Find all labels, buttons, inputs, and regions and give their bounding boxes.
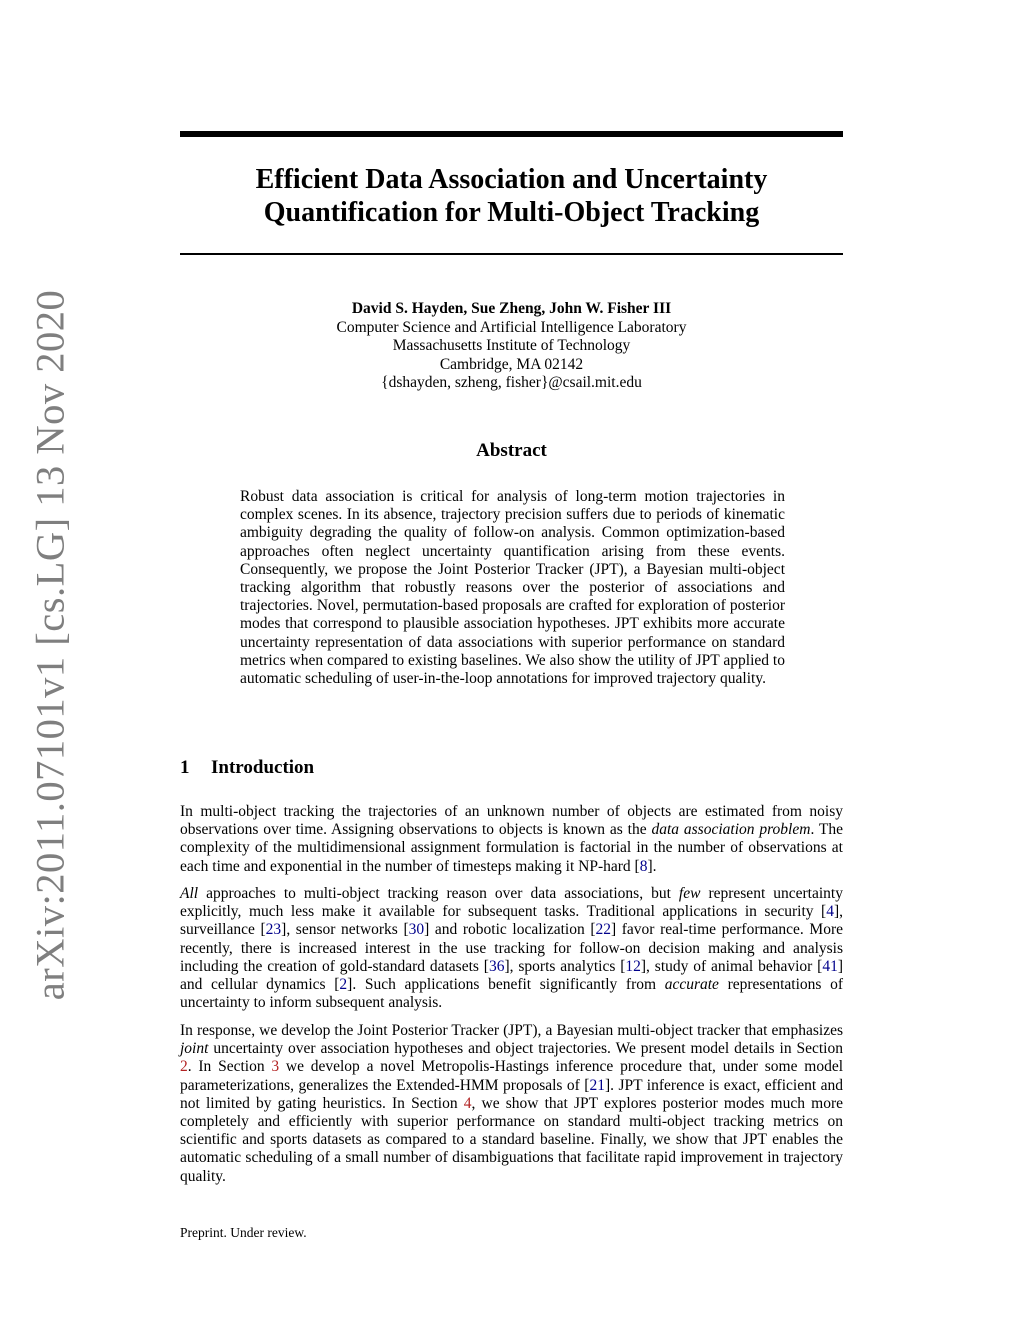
- citation-link[interactable]: 36: [488, 957, 505, 975]
- text-run: , we show that JPT explores posterior modes much more completely and efficiently with superior performance on standard multi-object tracking metrics on scientific and sports datasets as compared to a standard baseline. Finally, we show that JPT enables the automatic scheduling of a small number of disambiguations that facilitate rapid improvement in trajectory quality.: [180, 1094, 843, 1185]
- section-ref-link[interactable]: 2: [180, 1058, 188, 1076]
- citation-link[interactable]: 8: [639, 857, 648, 875]
- emphasis-text: joint: [180, 1040, 209, 1058]
- citation-link[interactable]: 21: [589, 1076, 605, 1094]
- title-rule-top: [180, 131, 843, 137]
- text-run: In response, we develop the Joint Posterior Tracker (JPT), a Bayesian multi-object tracker that emphasizes: [180, 1022, 843, 1039]
- author-block: [180, 300, 843, 393]
- intro-paragraph-1: [180, 803, 843, 876]
- text-run: ] favor real-time performance. More recently, there is increased interest in the use tracking for follow-on decision making and analysis including the creation of gold-standard datasets [: [180, 921, 843, 975]
- text-run: representations of uncertainty to inform subsequent analysis.: [180, 976, 843, 1012]
- intro-paragraph-2: [180, 885, 843, 1012]
- text-run: . In Section: [187, 1058, 272, 1076]
- arxiv-identifier: arXiv:2011.07101v1 [cs.LG] 13 Nov 2020: [27, 289, 73, 1001]
- emphasis-text: few: [678, 885, 701, 902]
- section-ref-link[interactable]: 4: [463, 1094, 472, 1112]
- section-number: 1: [180, 757, 190, 778]
- text-run: ], sports analytics [: [504, 957, 626, 975]
- citation-link[interactable]: 23: [265, 921, 282, 939]
- intro-paragraph-3: [180, 1022, 843, 1186]
- affiliation-lab: Computer Science and Artificial Intelligence Laboratory: [336, 318, 687, 336]
- citation-link[interactable]: 30: [408, 921, 425, 939]
- text-run: . The complexity of the multidimensional assignment formulation is factorial in the number of observations at each time and exponential in the number of timesteps making it NP-hard [: [180, 821, 844, 875]
- text-run: ], surveillance [: [180, 903, 843, 939]
- section-heading-introduction: [180, 757, 314, 779]
- text-run: ] and robotic localization [: [424, 921, 596, 939]
- text-run: approaches to multi-object tracking reason over data associations, but: [198, 885, 679, 902]
- text-run: In multi-object tracking the trajectories of an unknown number of objects are estimated from noisy observations over time. Assigning observations to objects is known as the: [180, 803, 843, 839]
- citation-link[interactable]: 4: [826, 903, 834, 921]
- author-emails: {dshayden, szheng, fisher}@csail.mit.edu: [381, 374, 642, 391]
- citation-link[interactable]: 2: [339, 976, 348, 994]
- emphasis-text: data association problem: [651, 821, 811, 839]
- text-run: ]. Such applications benefit significantly from: [347, 976, 665, 994]
- paper-title: [180, 163, 843, 229]
- abstract-text: Robust data association is critical for analysis of long-term motion trajectories in complex scenes. In its absence, trajectory precision suffers due to periods of kinematic ambiguity degrading the quality of follow-on analysis. Common optimization-based approaches often neglect uncertainty quantification arising from these events. Consequently, we propose the Joint Posterior Tracker (JPT), a Bayesian multi-object tracking algorithm that robustly reasons over the posterior of associations and trajectories. Novel, permutation-based proposals are crafted for exploration of posterior modes that correspond to plausible association hypotheses. JPT exhibits more accurate uncertainty representation of data associations with superior performance on standard metrics when compared to existing baselines. We also show the utility of JPT applied to automatic scheduling of user-in-the-loop annotations for improved trajectory quality.: [240, 488, 785, 688]
- citation-link[interactable]: 22: [595, 921, 611, 939]
- citation-link[interactable]: 41: [822, 957, 838, 975]
- text-run: ] and cellular dynamics [: [180, 957, 843, 994]
- title-rule-bottom: [180, 253, 843, 255]
- text-run: ], study of animal behavior [: [640, 957, 823, 975]
- preprint-note: Preprint. Under review.: [180, 1225, 307, 1240]
- text-run: represent uncertainty explicitly, much less make it available for subsequent tasks. Traditional applications in security [: [180, 885, 843, 921]
- author-names: David S. Hayden, Sue Zheng, John W. Fisher III: [351, 300, 672, 317]
- section-ref-link[interactable]: 3: [271, 1058, 280, 1076]
- title-line-2: Quantification for Multi-Object Tracking: [263, 197, 760, 228]
- text-run: uncertainty over association hypotheses and object trajectories. We present model details in Section: [208, 1040, 843, 1058]
- section-title: Introduction: [211, 757, 315, 778]
- title-line-1: Efficient Data Association and Uncertainty: [255, 164, 768, 195]
- affiliation-institute: Massachusetts Institute of Technology: [392, 337, 631, 354]
- text-run: we develop a novel Metropolis-Hastings inference procedure that, under some model parameterizations, generalizes the Extended-HMM proposals of [: [180, 1058, 843, 1094]
- abstract-heading: Abstract: [476, 440, 547, 461]
- emphasis-text: accurate: [664, 976, 719, 994]
- citation-link[interactable]: 12: [625, 957, 641, 975]
- affiliation-address: Cambridge, MA 02142: [439, 355, 584, 373]
- text-run: ].: [647, 857, 657, 875]
- text-run: ]. JPT inference is exact, efficient and not limited by gating heuristics. In Section: [180, 1076, 844, 1112]
- text-run: ], sensor networks [: [281, 921, 409, 939]
- emphasis-text: All: [180, 885, 199, 902]
